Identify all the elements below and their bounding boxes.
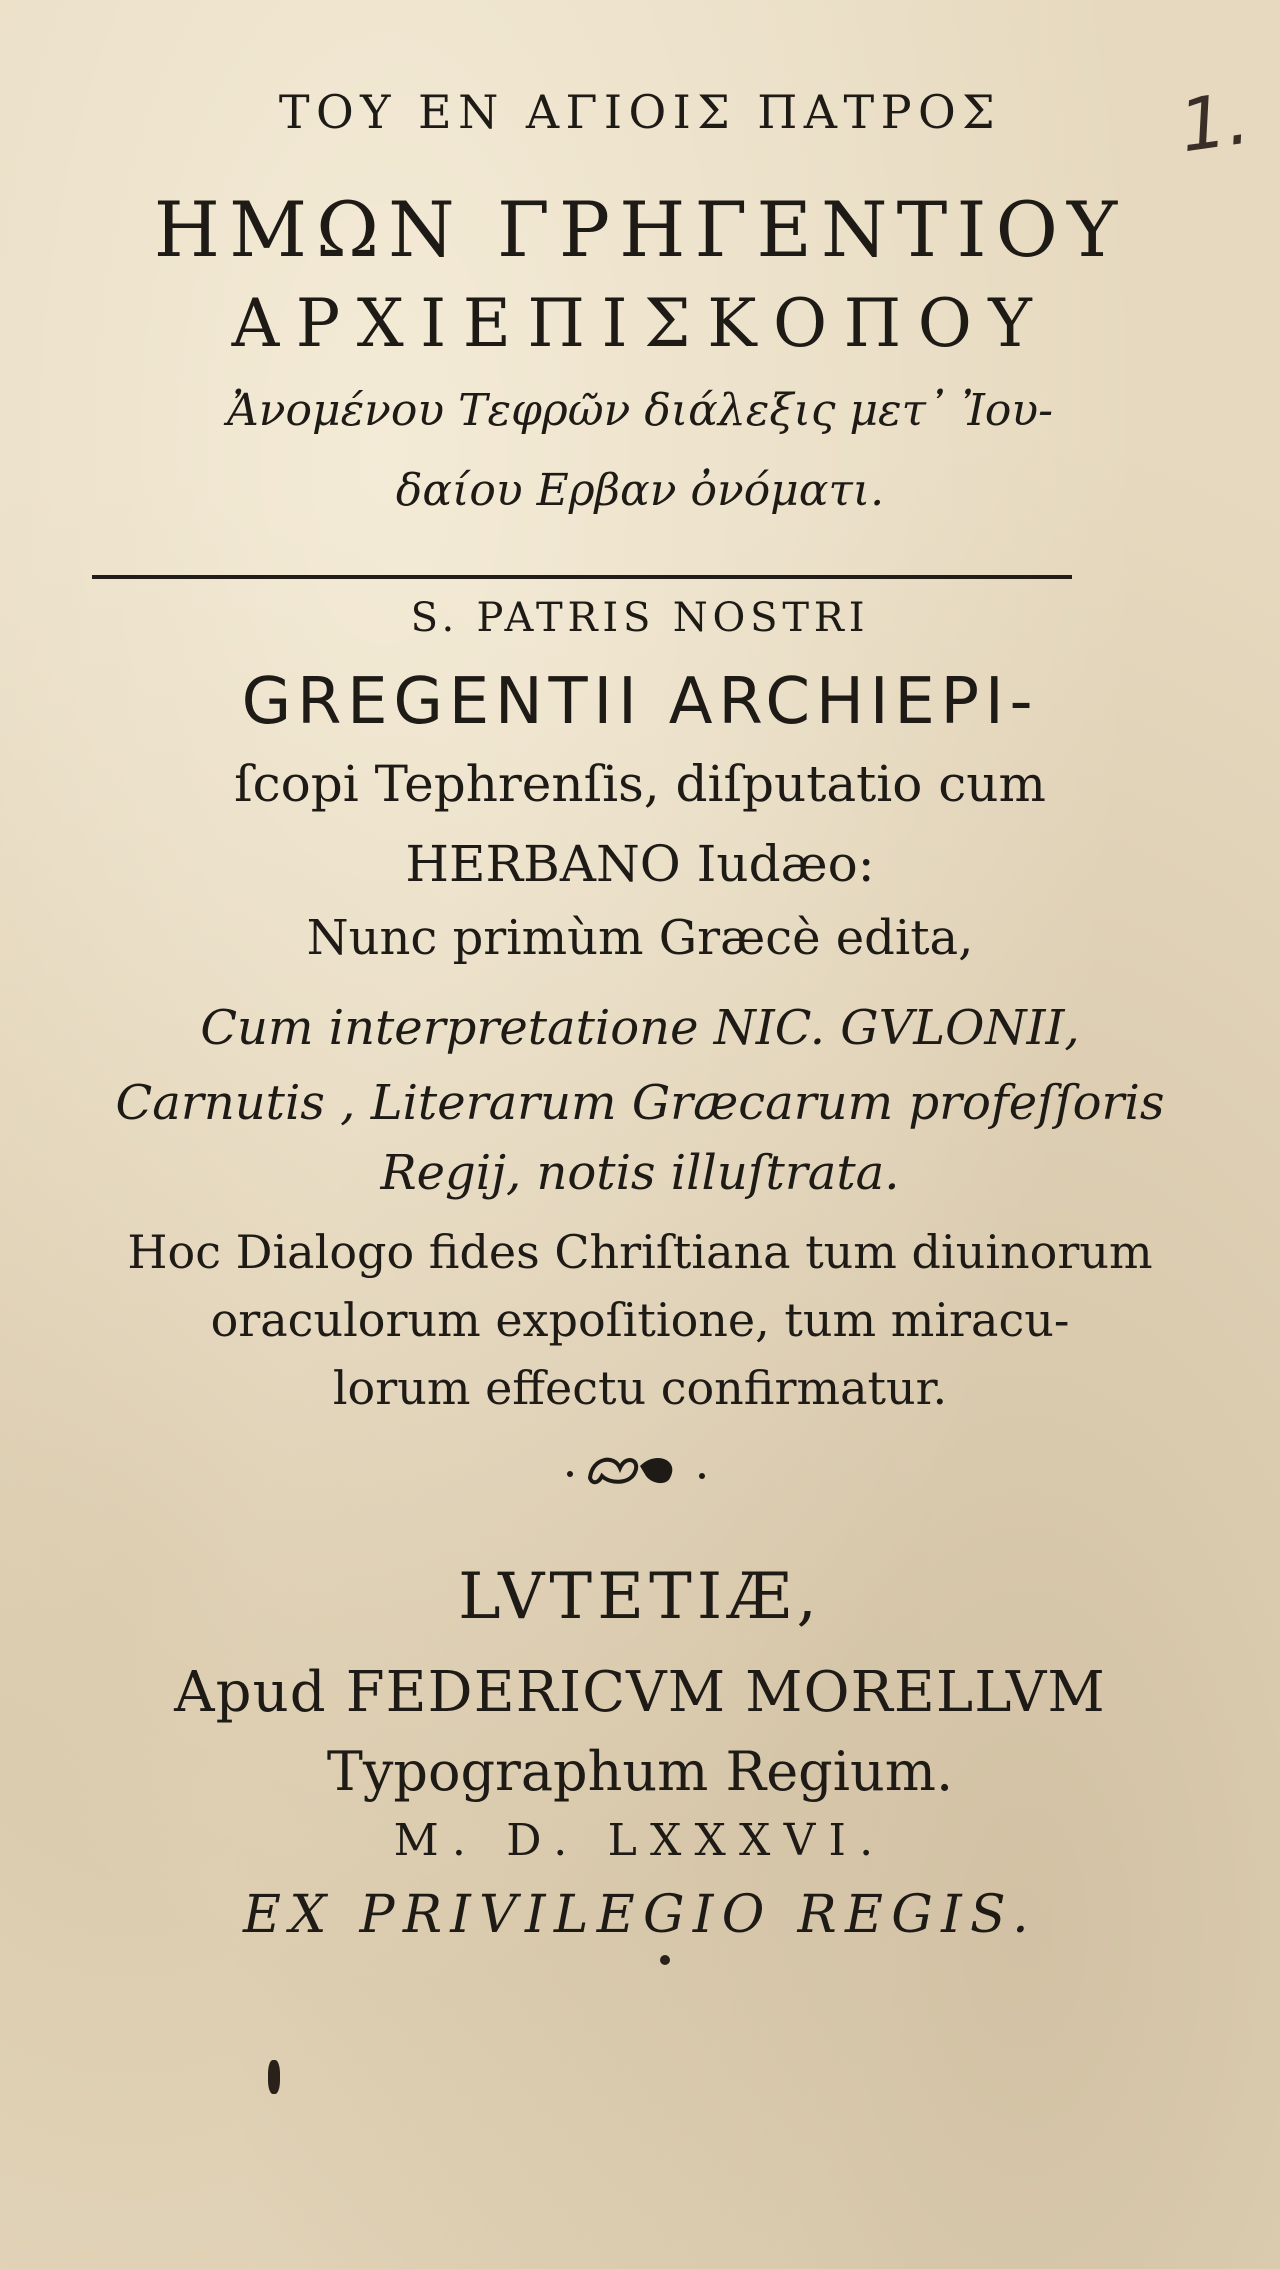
greek-subtitle-line-1: Ἀνομένου Τεφρῶν διάλεξις μετ᾿ Ἰου- (226, 385, 1054, 436)
latin-title-line-4: HERBANO Iudæo: (405, 835, 875, 893)
imprint-place: LVTETIÆ, (458, 1560, 822, 1634)
greek-title-line-3: ΑΡΧΙΕΠΙΣΚΟΠΟΥ (231, 285, 1049, 362)
description-line-1: Hoc Dialogo fides Chriſtiana tum diuinorum (127, 1225, 1153, 1279)
imprint-year: M. D. LXXXVI. (393, 1815, 887, 1866)
folio-mark: 1. (1174, 75, 1255, 169)
edition-note: Nunc primùm Græcè edita, (306, 910, 974, 966)
imprint-printer: Apud FEDERICVM MORELLVM (174, 1660, 1106, 1725)
translator-line-2: Carnutis , Literarum Græcarum profeſſoris (115, 1075, 1165, 1131)
translator-line-3: Regij, notis illuſtrata. (380, 1145, 900, 1201)
latin-title-line-3: ſcopi Tephrenſis, diſputatio cum (234, 755, 1046, 813)
horizontal-rule (92, 575, 1072, 579)
printers-ornament-icon (530, 1440, 750, 1500)
imprint-printer-role: Typographum Regium. (326, 1740, 954, 1803)
latin-title-line-1: S. PATRIS NOSTRI (410, 595, 870, 641)
ink-spot (268, 2060, 280, 2094)
translator-line-1: Cum interpretatione NIC. GVLONII, (200, 1000, 1080, 1056)
description-line-2: oraculorum expoſitione, tum miracu- (210, 1293, 1070, 1347)
greek-subtitle-line-2: δαίου Ερβαν ὀνόματι. (395, 465, 885, 516)
latin-title-line-2: GREGENTII ARCHIEPI- (241, 665, 1039, 739)
description-line-3: lorum effectu confirmatur. (332, 1361, 948, 1415)
ink-spot (660, 1955, 670, 1965)
greek-title-line-2: ΗΜΩΝ ΓΡΗΓΕΝΤΙΟΥ (153, 185, 1127, 274)
greek-title-line-1: ΤΟΥ ΕΝ ΑΓΙΟΙΣ ΠΑΤΡΟΣ (278, 85, 1002, 139)
privilege-line: EX PRIVILEGIO REGIS. (243, 1885, 1037, 1945)
